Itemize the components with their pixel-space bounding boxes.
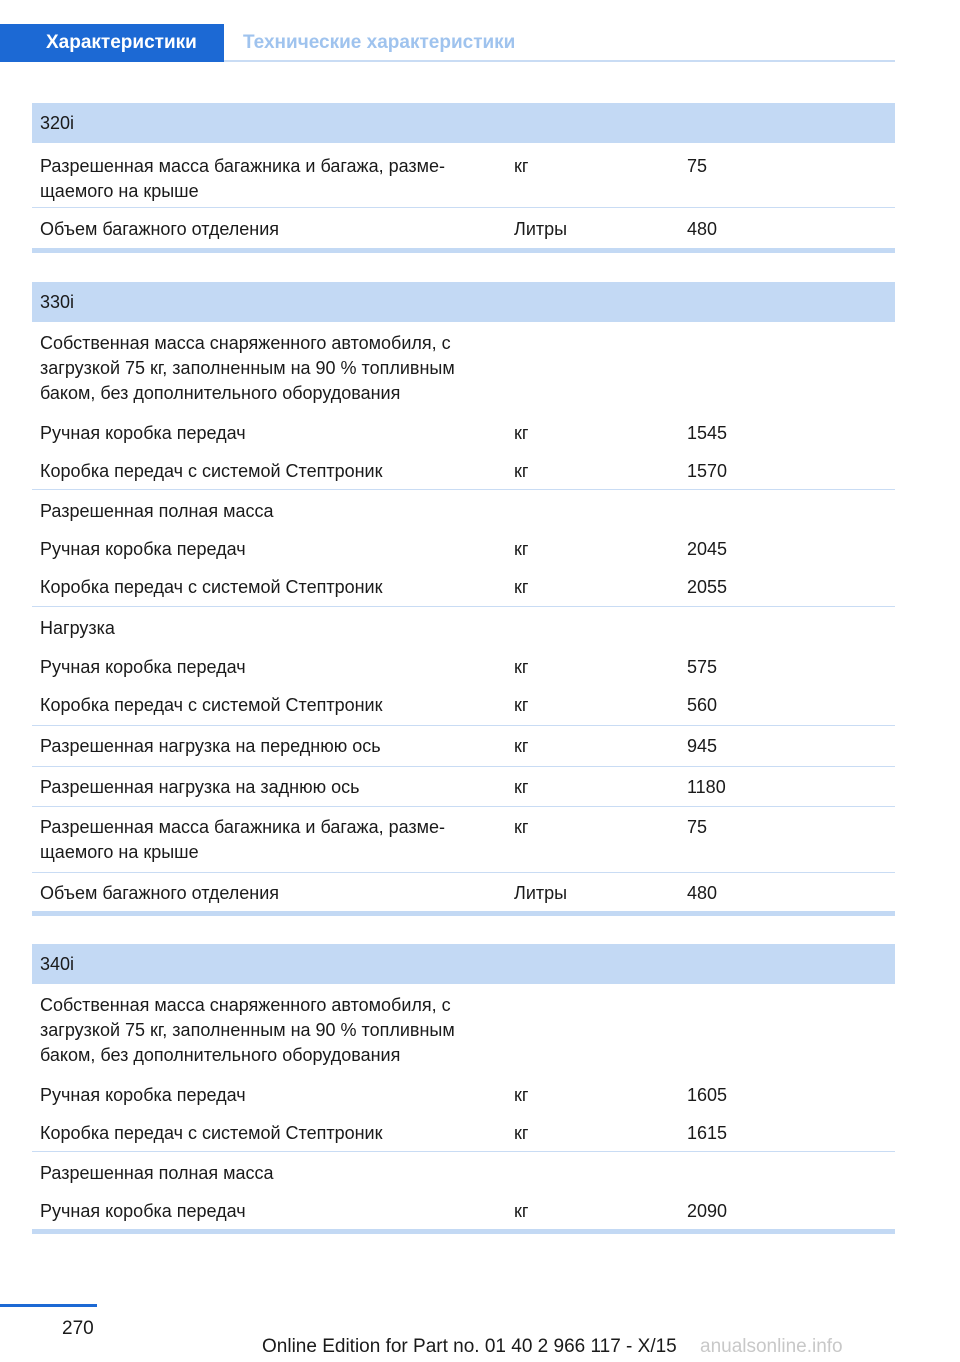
row-value: 75 [687, 817, 708, 837]
table-row [32, 143, 895, 208]
table-bottom-rule [32, 1229, 895, 1234]
row-value: 1570 [687, 461, 728, 481]
row-value: 945 [687, 736, 718, 756]
table-row [32, 648, 895, 687]
row-value: 2090 [687, 1201, 728, 1221]
table-row [32, 208, 895, 248]
row-value: 1545 [687, 423, 728, 443]
row-label: Ручная коробка передач [40, 539, 246, 559]
row-value: 1615 [687, 1123, 728, 1143]
row-unit: кг [514, 423, 529, 443]
row-value: 2045 [687, 539, 728, 559]
table-model-header: 330i [32, 282, 895, 322]
row-label: Разрешенная полная масса [40, 501, 274, 521]
row-unit: кг [514, 736, 529, 756]
row-unit: кг [514, 817, 529, 837]
row-label: Разрешенная нагрузка на переднюю ось [40, 736, 381, 756]
row-value: 1180 [687, 777, 726, 797]
row-label: Собственная масса снаряженного автомобиля, с загрузкой 75 кг, заполненным на 90 % топливным баком, без дополнительного оборудования [40, 333, 455, 403]
row-unit: Литры [514, 883, 568, 903]
edition-text: Online Edition for Part no. 01 40 2 966 117 - X/15 [262, 1336, 677, 1357]
row-unit: кг [514, 461, 529, 481]
row-unit: кг [514, 156, 529, 176]
table-row [32, 1192, 895, 1229]
spec-table-340i [32, 944, 895, 1234]
row-label: Объем багажного отделения [40, 883, 280, 903]
table-bottom-rule [32, 248, 895, 253]
spec-table-330i [32, 282, 895, 916]
table-row [32, 414, 895, 454]
table-row [32, 322, 895, 414]
row-label: Коробка передач с системой Стептроник [40, 461, 383, 481]
row-unit: кг [514, 1201, 529, 1221]
table-row [32, 454, 895, 490]
spec-table-320i [32, 103, 895, 253]
row-unit: кг [514, 657, 529, 677]
row-label: Коробка передач с системой Стептроник [40, 1123, 383, 1143]
row-label: Разрешенная полная масса [40, 1163, 274, 1183]
table-bottom-rule [32, 911, 895, 916]
table-row [32, 530, 895, 569]
subsection-title: Технические характеристики [243, 32, 516, 53]
table-row [32, 1152, 895, 1192]
row-value: 1605 [687, 1085, 728, 1105]
row-unit: кг [514, 539, 529, 559]
row-label: Ручная коробка передач [40, 423, 246, 443]
row-value: 2055 [687, 577, 728, 597]
header-divider [224, 60, 895, 62]
row-unit: Литры [514, 219, 568, 239]
table-row [32, 1116, 895, 1152]
row-value: 575 [687, 657, 718, 677]
row-unit: кг [514, 577, 529, 597]
row-label: Разрешенная нагрузка на заднюю ось [40, 777, 360, 797]
row-value: 75 [687, 156, 708, 176]
row-label: Ручная коробка передач [40, 1085, 246, 1105]
section-tab: Характеристики [0, 24, 224, 62]
table-row [32, 569, 895, 607]
row-label: Ручная коробка передач [40, 1201, 246, 1221]
row-label: Нагрузка [40, 618, 115, 638]
row-value: 480 [687, 219, 718, 239]
row-label: Собственная масса снаряженного автомобиля, с загрузкой 75 кг, заполненным на 90 % топливным баком, без дополнительного оборудования [40, 995, 455, 1065]
table-row [32, 767, 895, 807]
table-model-header: 320i [32, 103, 895, 143]
page-header [0, 0, 960, 62]
table-row [32, 490, 895, 530]
table-row [32, 984, 895, 1076]
row-value: 560 [687, 695, 718, 715]
row-label: Ручная коробка передач [40, 657, 246, 677]
row-label: Коробка передач с системой Стептроник [40, 695, 383, 715]
footer-accent-line [0, 1304, 97, 1307]
table-row [32, 726, 895, 767]
table-row [32, 1076, 895, 1116]
table-row [32, 807, 895, 873]
table-row [32, 873, 895, 911]
row-unit: кг [514, 1085, 529, 1105]
table-row [32, 687, 895, 726]
row-label: Разрешенная масса багажника и багажа, разме- щаемого на крыше [40, 156, 446, 201]
row-label: Объем багажного отделения [40, 219, 280, 239]
table-row [32, 607, 895, 648]
page-number: 270 [62, 1318, 94, 1339]
row-label: Коробка передач с системой Стептроник [40, 577, 383, 597]
row-unit: кг [514, 695, 529, 715]
row-unit: кг [514, 1123, 529, 1143]
row-value: 480 [687, 883, 718, 903]
row-label: Разрешенная масса багажника и багажа, разме- щаемого на крыше [40, 817, 446, 862]
row-unit: кг [514, 777, 529, 797]
table-model-header: 340i [32, 944, 895, 984]
watermark-text: anualsonline.info [700, 1336, 843, 1357]
